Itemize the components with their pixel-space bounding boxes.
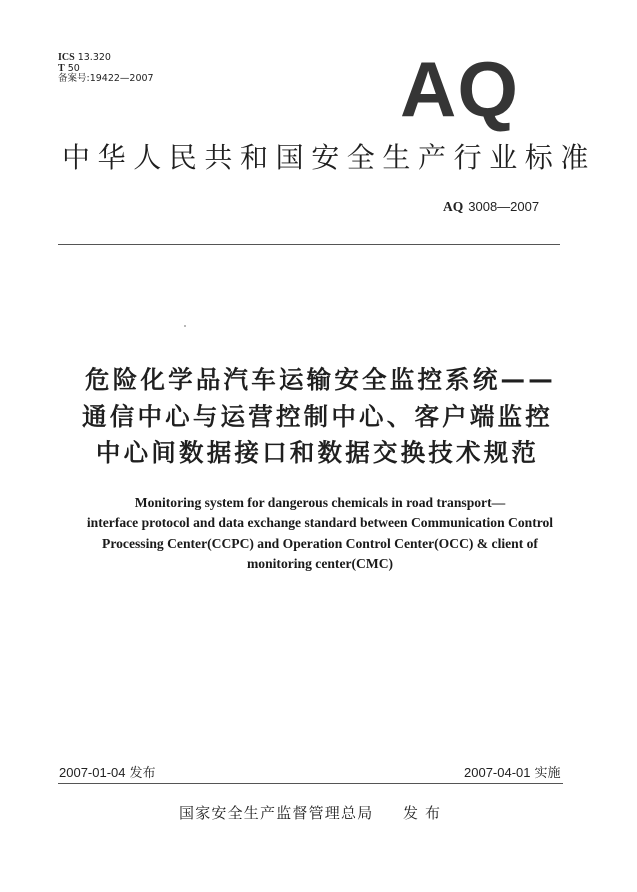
scan-artifact bbox=[184, 325, 186, 327]
footer-divider bbox=[58, 783, 563, 784]
standard-number-value: 3008—2007 bbox=[468, 199, 540, 214]
document-title-line-2: 通信中心与运营控制中心、客户端监控 bbox=[82, 401, 553, 431]
english-title-line-1: Monitoring system for dangerous chemicals in road transport— bbox=[134, 495, 506, 510]
publish-label: 发布 bbox=[403, 804, 448, 822]
record-number bbox=[58, 74, 154, 85]
record-value: 19422—2007 bbox=[89, 73, 154, 84]
implementation-date bbox=[464, 764, 561, 782]
standard-number-prefix: AQ bbox=[443, 199, 464, 214]
implementation-date-value: 2007-04-01 bbox=[464, 765, 531, 780]
document-title-line-3: 中心间数据接口和数据交换技术规范 bbox=[95, 438, 540, 467]
english-title-line-2: interface protocol and data exchange standard between Communication Control bbox=[86, 515, 554, 531]
standard-title: 中华人民共和国安全生产行业标准 bbox=[62, 141, 597, 174]
english-title bbox=[30, 493, 610, 574]
document-title bbox=[40, 362, 595, 472]
issue-date-value: 2007-01-04 bbox=[59, 765, 126, 780]
publisher-name: 国家安全生产监督管理总局 bbox=[179, 804, 374, 822]
english-title-line-4: monitoring center(CMC) bbox=[246, 555, 394, 571]
t-label: T bbox=[58, 62, 65, 74]
implementation-label: 实施 bbox=[534, 766, 561, 781]
ics-value: 13.320 bbox=[77, 52, 111, 63]
t-value: 50 bbox=[67, 62, 80, 74]
aq-logo: AQ bbox=[400, 45, 519, 133]
ics-label: ICS bbox=[58, 52, 75, 63]
header-divider bbox=[58, 244, 560, 245]
issue-label: 发布 bbox=[129, 766, 156, 781]
document-title-line-1: 危险化学品汽车运输安全监控系统—— bbox=[85, 365, 556, 394]
english-title-line-3: Processing Center(CCPC) and Operation Control Center(OCC) & client of bbox=[102, 535, 538, 551]
record-label: 备案号: bbox=[58, 73, 90, 84]
classification-block bbox=[58, 53, 154, 85]
issue-date bbox=[59, 764, 156, 782]
standard-number bbox=[443, 198, 539, 217]
